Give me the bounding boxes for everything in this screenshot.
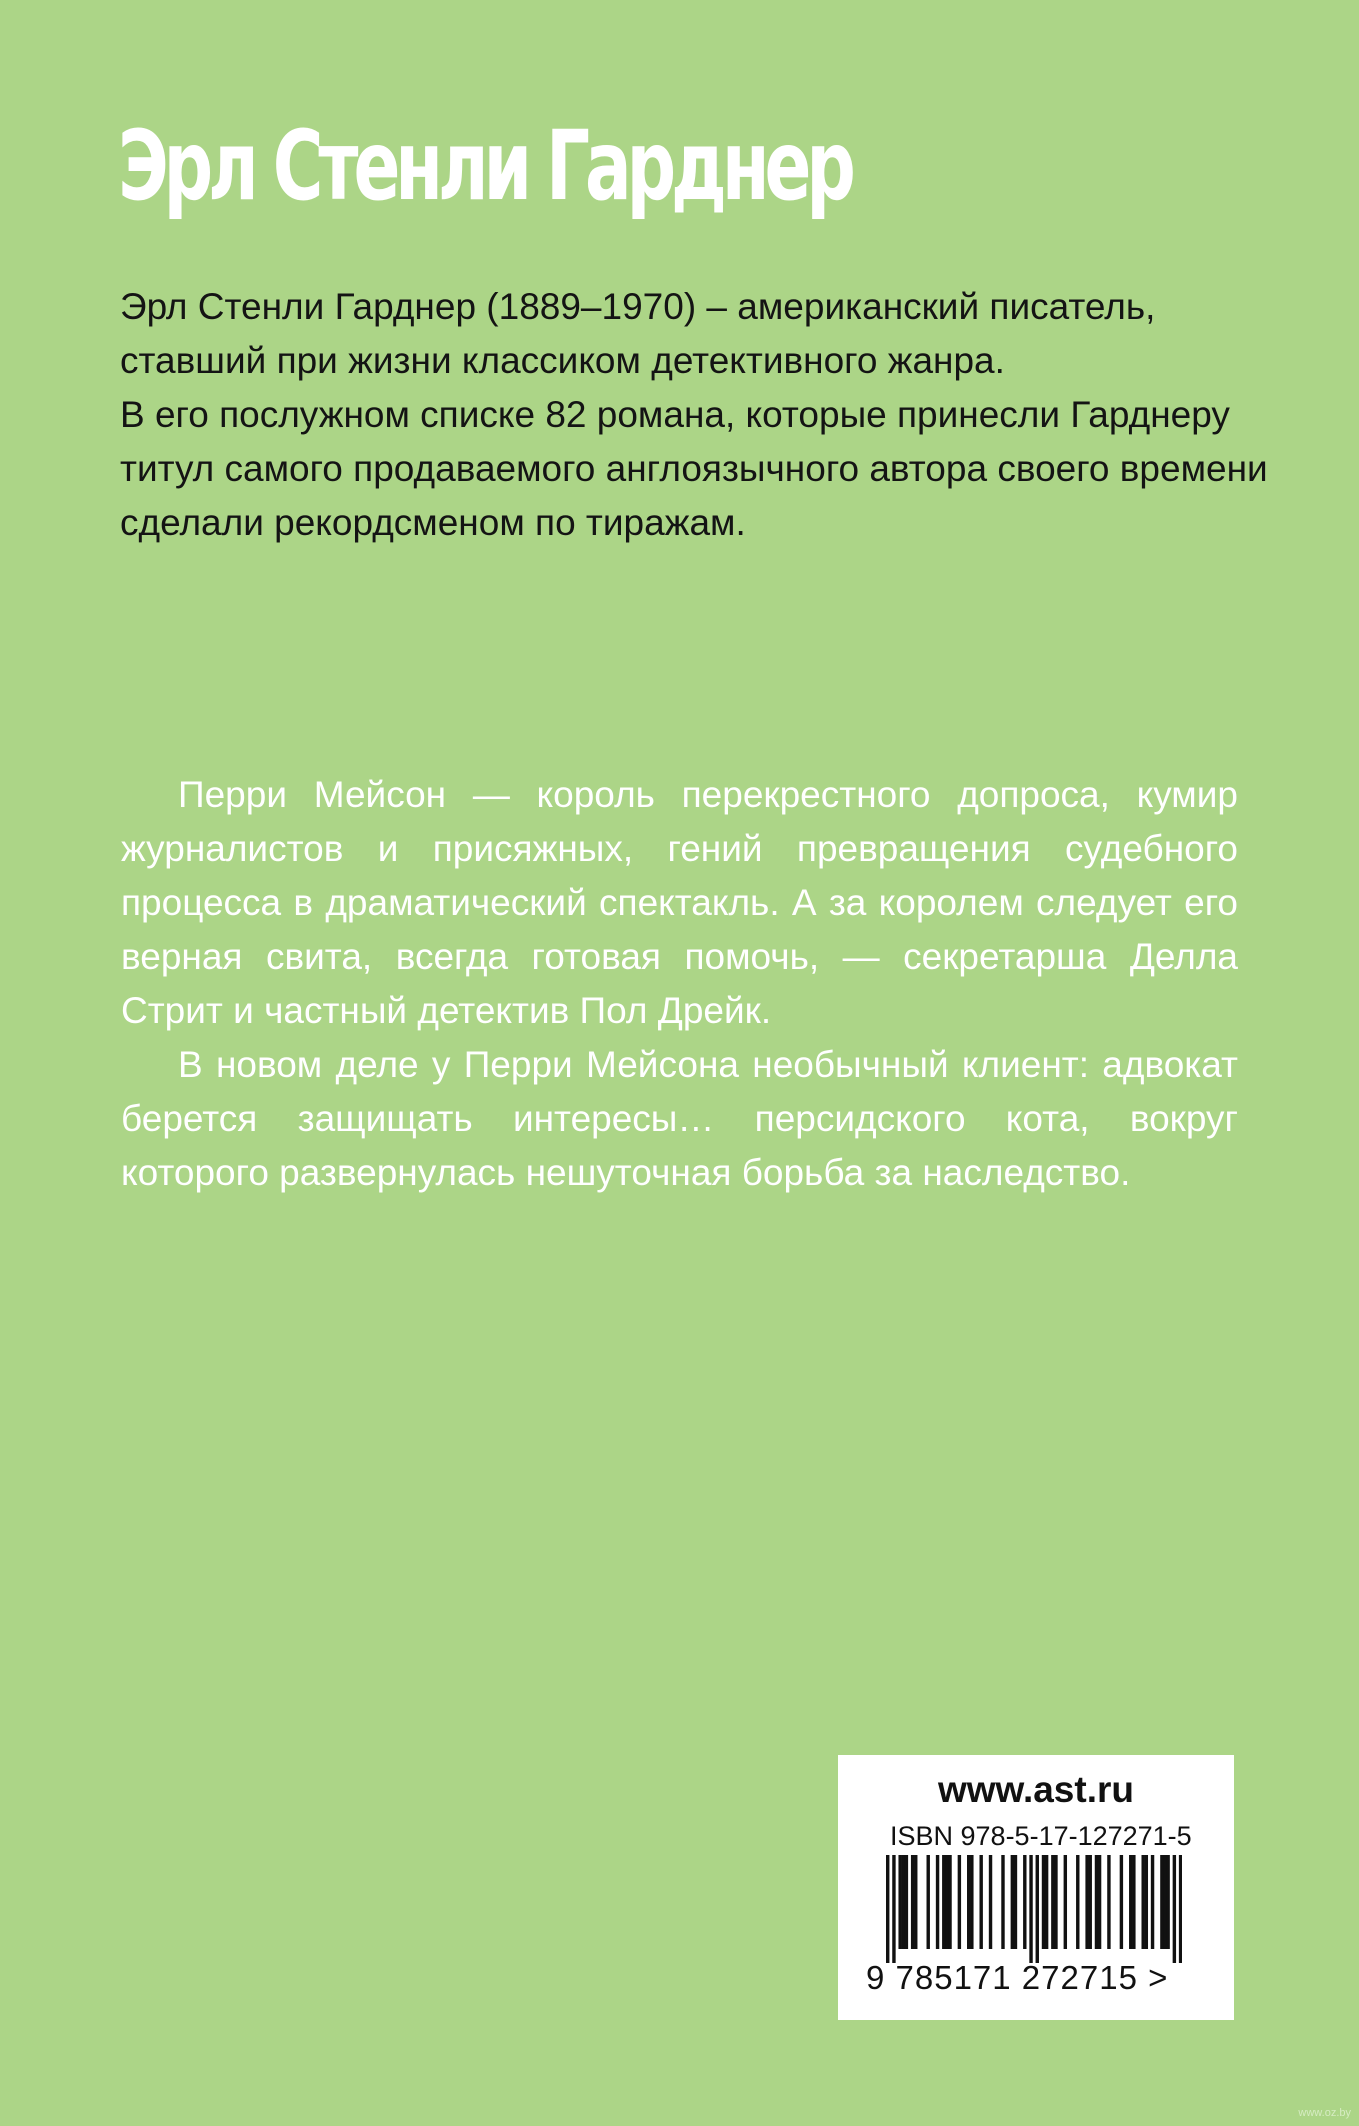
- barcode-bar: [1064, 1855, 1067, 1949]
- bio-line: ставший при жизни классиком детективного жанра.: [120, 340, 1005, 381]
- barcode-bar: [1163, 1855, 1166, 1949]
- barcode-panel: [838, 1755, 1234, 2020]
- barcode-bar: [945, 1855, 948, 1949]
- barcode-bar: [1129, 1855, 1132, 1949]
- barcode-bar: [1089, 1855, 1092, 1949]
- barcode-bar: [967, 1855, 970, 1949]
- barcode-icon: [886, 1855, 1182, 1963]
- barcode-bar: [1001, 1855, 1004, 1949]
- barcode-bar: [1095, 1855, 1098, 1949]
- barcode-bar: [1023, 1855, 1026, 1949]
- barcode-bar: [911, 1855, 914, 1949]
- barcode-bar: [1179, 1855, 1182, 1963]
- author-biography: [120, 280, 1268, 550]
- barcode-bar: [1042, 1855, 1045, 1949]
- barcode-bar: [1151, 1855, 1154, 1949]
- bio-line: В его послужном списке 82 романа, которые принесли Гарднеру: [120, 394, 1230, 435]
- barcode-bar: [1036, 1855, 1039, 1963]
- barcode-bar: [892, 1855, 895, 1963]
- barcode-bar: [1029, 1855, 1032, 1963]
- barcode-bar: [1085, 1855, 1088, 1949]
- bio-line: титул самого продаваемого англоязычного автора своего времени: [120, 448, 1268, 489]
- barcode-bar: [1076, 1855, 1079, 1949]
- barcode-bar: [942, 1855, 945, 1949]
- barcode-bar: [1045, 1855, 1048, 1949]
- author-name-title: Эрл Стенли Гарднер: [118, 110, 851, 222]
- barcode-bar: [1166, 1855, 1169, 1949]
- barcode-bar: [1132, 1855, 1135, 1949]
- barcode-bar: [1173, 1855, 1176, 1963]
- barcode-bar: [1107, 1855, 1110, 1949]
- barcode-bar: [989, 1855, 992, 1949]
- watermark: www.oz.by: [1298, 2107, 1351, 2119]
- barcode-bar: [1141, 1855, 1144, 1949]
- barcode-digits: 9 785171 272715 >: [866, 1959, 1169, 1996]
- barcode-bar: [979, 1855, 982, 1949]
- barcode-bar: [905, 1855, 908, 1949]
- barcode-bar: [1098, 1855, 1101, 1949]
- annotation-paragraph: Перри Мейсон — король перекрестного допроса, кумир журналистов и присяжных, гений превращения судебного процесса в драматический спектакль. А за королем следует его верная свита, всегда готовая помочь, — секретарша Делла Стрит и частный детектив Пол Дрейк.: [121, 774, 1238, 1031]
- barcode-bar: [1145, 1855, 1148, 1949]
- barcode-bar: [936, 1855, 939, 1949]
- barcode-bar: [1160, 1855, 1163, 1949]
- barcode-bar: [898, 1855, 901, 1949]
- barcode-bar: [958, 1855, 961, 1949]
- barcode-bar: [1011, 1855, 1014, 1949]
- barcode-bar: [914, 1855, 917, 1949]
- annotation-paragraph: В новом деле у Перри Мейсона необычный клиент: адвокат берется защищать интересы… персидского кота, вокруг которого развернулась нешуточная борьба за наследство.: [121, 1044, 1238, 1193]
- barcode-bar: [948, 1855, 951, 1949]
- barcode-bar: [927, 1855, 930, 1949]
- publisher-website: www.ast.ru: [937, 1769, 1134, 1810]
- bio-line: сделали рекордсменом по тиражам.: [120, 502, 746, 543]
- barcode-bar: [1014, 1855, 1017, 1949]
- book-annotation: [121, 768, 1238, 1200]
- barcode-bar: [886, 1855, 889, 1963]
- barcode-bar: [1051, 1855, 1054, 1949]
- barcode-bar: [1120, 1855, 1123, 1949]
- isbn-label: ISBN 978-5-17-127271-5: [890, 1821, 1192, 1851]
- bio-line: Эрл Стенли Гарднер (1889–1970) – американский писатель,: [120, 286, 1156, 327]
- barcode-bar: [1054, 1855, 1057, 1949]
- barcode-bar: [970, 1855, 973, 1949]
- barcode-bar: [902, 1855, 905, 1949]
